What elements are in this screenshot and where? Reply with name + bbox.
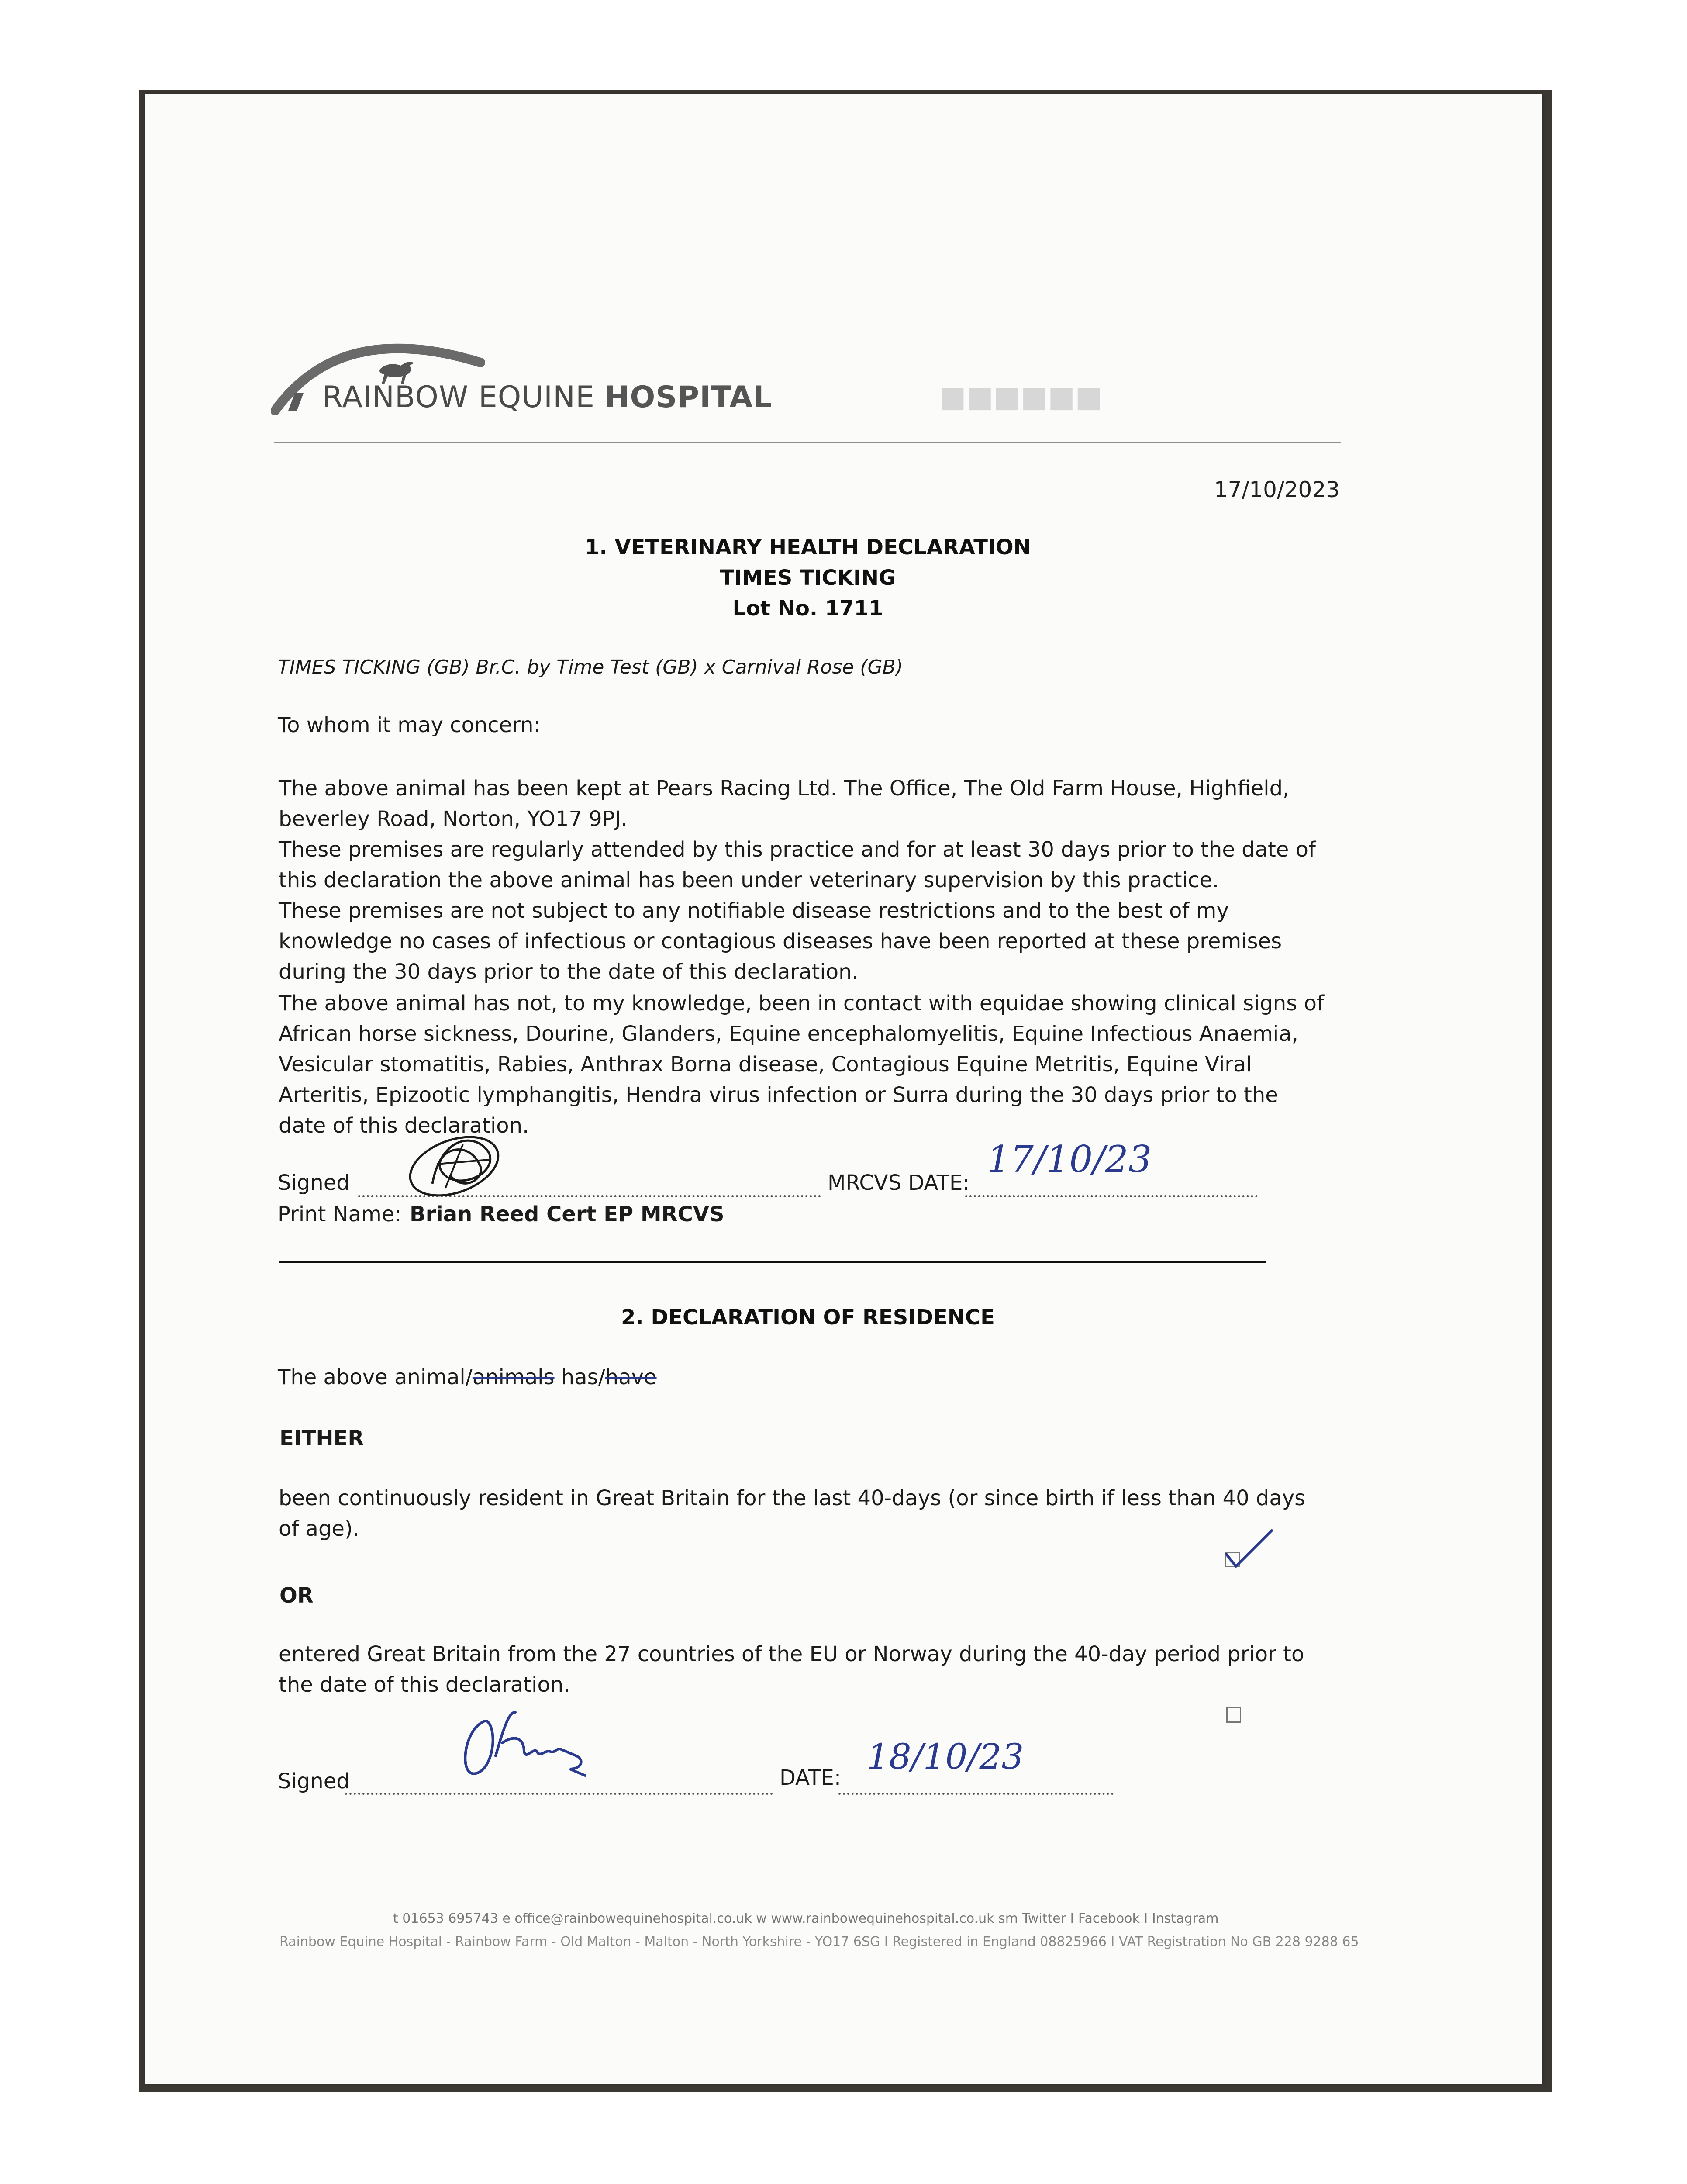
section1-lot-number: Lot No. 1711	[732, 596, 883, 621]
either-label: EITHER	[279, 1426, 364, 1451]
footer-contact: t 01653 695743 e office@rainbowequinehospital.co.uk w www.rainbowequinehospital.co.uk sm Twitter I Facebook I Instagram	[393, 1911, 1219, 1926]
intro-part-a: The above animal/	[278, 1365, 473, 1389]
print-name-label: Print Name:	[278, 1202, 402, 1227]
supervision-paragraph: These premises are regularly attended by this practice and for at least 30 days prior to the date of this declaration the above animal has been under veterinary supervision by this practice.	[279, 837, 1316, 892]
section1-horse-name: TIMES TICKING	[720, 566, 896, 590]
vet-signature-icon	[402, 1118, 515, 1206]
section2-title: 2. DECLARATION OF RESIDENCE	[621, 1305, 995, 1330]
vet-signed-label: Signed	[278, 1171, 350, 1195]
owner-date-label: DATE:	[780, 1766, 842, 1790]
logo-wordmark	[322, 380, 772, 415]
intro-struck-have: have	[605, 1365, 657, 1389]
intro-struck-animals: animals	[472, 1365, 555, 1389]
checkmark-icon	[1223, 1528, 1275, 1572]
residence-paragraph: The above animal has been kept at Pears Racing Ltd. The Office, The Old Farm House, Highfield, beverley Road, Norton, YO17 9PJ.	[279, 776, 1290, 831]
owner-date-line	[838, 1790, 1114, 1795]
vet-date-line	[965, 1192, 1258, 1197]
option-continuous-residence: been continuously resident in Great Britain for the last 40-days (or since birth if less than 40 days of age).	[279, 1486, 1306, 1541]
section1-title: 1. VETERINARY HEALTH DECLARATION	[585, 535, 1031, 560]
disease-restrictions-paragraph: These premises are not subject to any notifiable disease restrictions and to the best of my knowledge no cases of infectious or contagious diseases have been reported at these premises during the 30 days prior to the date of this declaration.	[279, 898, 1282, 984]
footer-address: Rainbow Equine Hospital - Rainbow Farm - Old Malton - Malton - North Yorkshire - YO17 6SG I Registered in England 08825966 I VAT Registration No GB 228 9288 65	[279, 1934, 1359, 1949]
option2-checkbox[interactable]	[1226, 1707, 1241, 1723]
contact-paragraph: The above animal has not, to my knowledge, been in contact with equidae showing clinical signs of African horse sickness, Dourine, Glanders, Equine encephalomyelitis, Equine Infectious Anaemia, Vesicular stomatitis, Rabies, Anthrax Borna disease, Contagious Equine Metritis, Equine Viral Arteritis, Epizootic lymphangitis, Hendra virus infection or Surra during the 30 days prior to the date of this declaration.	[279, 991, 1324, 1138]
mrcvs-date-label: MRCVS DATE:	[828, 1171, 970, 1195]
owner-signed-label: Signed	[278, 1769, 350, 1794]
or-label: OR	[279, 1583, 314, 1608]
document-date: 17/10/2023	[1214, 477, 1340, 502]
logo-name-regular: RAINBOW EQUINE	[322, 380, 595, 415]
section-divider	[279, 1261, 1266, 1263]
owner-signature-icon	[454, 1704, 603, 1791]
owner-handwritten-date: 18/10/23	[867, 1736, 1024, 1777]
intro-part-c: has/	[554, 1365, 605, 1389]
residence-intro	[278, 1365, 657, 1389]
header-divider	[274, 442, 1341, 443]
show-through-decoration: ■■■■■■	[939, 380, 1103, 414]
logo-name-bold: HOSPITAL	[604, 380, 773, 415]
pedigree-line: TIMES TICKING (GB) Br.C. by Time Test (GB) x Carnival Rose (GB)	[278, 656, 903, 678]
vet-handwritten-date: 17/10/23	[987, 1138, 1152, 1181]
option-entered-from-eu: entered Great Britain from the 27 countries of the EU or Norway during the 40-day period prior to the date of this declaration.	[279, 1642, 1304, 1697]
vet-print-name: Brian Reed Cert EP MRCVS	[410, 1202, 724, 1227]
salutation: To whom it may concern:	[278, 713, 541, 737]
